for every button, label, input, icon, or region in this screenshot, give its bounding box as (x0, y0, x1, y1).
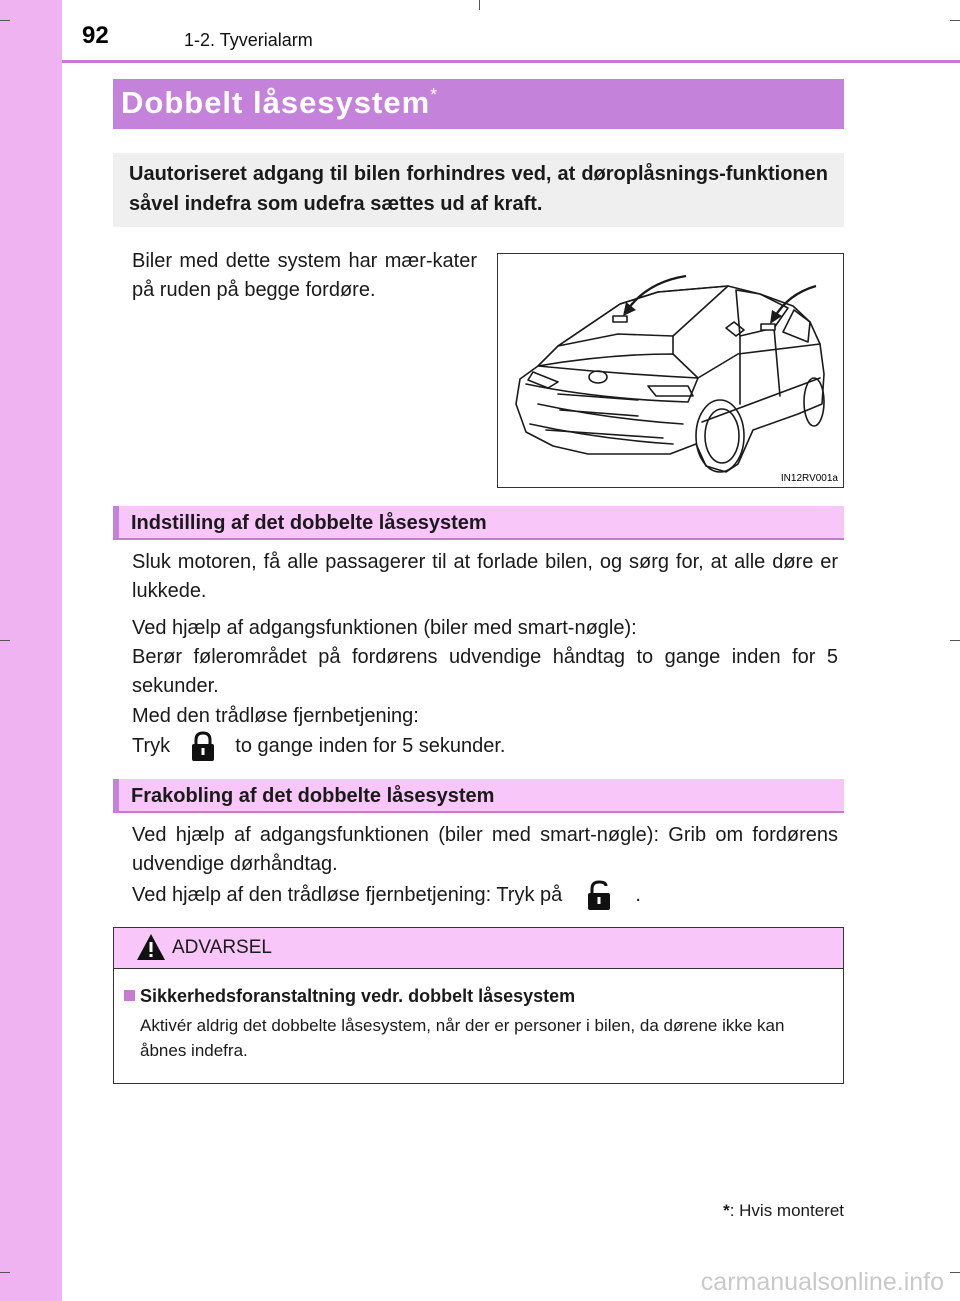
unlock-icon (586, 880, 612, 912)
intro-box (113, 153, 844, 227)
warning-box (113, 927, 844, 1084)
intro-text: Uautoriseret adgang til bilen forhindres ved, at døroplåsnings-funktionen såvel indefra som udefra sættes ud af kraft. (129, 163, 828, 215)
car-drawing (498, 254, 843, 487)
figure-note: Biler med dette system har mær-kater på ruden på begge fordøre. (132, 250, 477, 301)
release-remote-period: . (635, 884, 641, 906)
setting-heading-box (113, 506, 844, 540)
setting-remote-line: Med den trådløse fjernbetjening: (132, 705, 419, 727)
page-number: 92 (82, 22, 109, 49)
release-remote-text: Ved hjælp af den trådløse fjernbetjening: Tryk på (132, 884, 563, 906)
release-paragraph: Ved hjælp af adgangsfunktionen (biler med smart-nøgle): Grib om fordørens udvendige dørhåndtag. (132, 824, 838, 875)
crop-mark (950, 20, 960, 21)
crop-mark (0, 1272, 10, 1273)
footnote-marker: * (723, 1201, 730, 1220)
page-title: Dobbelt låsesystem (121, 85, 431, 120)
crop-mark (479, 0, 480, 10)
release-heading: Frakobling af det dobbelte låsesystem (131, 785, 495, 807)
release-heading-box (113, 779, 844, 813)
footnote-text: : Hvis monteret (729, 1201, 844, 1220)
heading-accent-bar (113, 779, 119, 811)
press-before-text: Tryk (132, 735, 171, 757)
lock-icon (190, 731, 216, 763)
setting-heading: Indstilling af det dobbelte låsesystem (131, 512, 487, 534)
car-illustration (497, 253, 844, 488)
figure-code: IN12RV001a (780, 473, 838, 484)
setting-press-line (132, 727, 838, 765)
watermark: carmanualsonline.info (700, 1268, 944, 1296)
crop-mark (0, 640, 10, 641)
heading-accent-bar (113, 506, 119, 538)
warning-icon (136, 933, 166, 961)
warning-label: ADVARSEL (172, 937, 272, 958)
warning-item-title-text: Sikkerhedsforanstaltning vedr. dobbelt låsesystem (140, 986, 576, 1006)
crop-mark (0, 20, 10, 21)
press-after-text: to gange inden for 5 sekunder. (235, 735, 506, 757)
footnote (723, 1201, 844, 1221)
crop-mark (950, 1272, 960, 1273)
setting-touch-line: Berør følerområdet på fordørens udvendige håndtag to gange inden for 5 sekunder. (132, 646, 838, 697)
release-remote-line (132, 876, 838, 914)
bullet-square-icon (124, 990, 135, 1001)
title-banner (113, 79, 844, 129)
page-side-band (0, 0, 62, 1301)
title-footnote-marker: * (430, 85, 438, 105)
setting-paragraph: Sluk motoren, få alle passagerer til at forlade bilen, og sørg for, at alle døre er lukkede. (132, 551, 838, 602)
header-rule (62, 60, 960, 63)
setting-smart-key-line: Ved hjælp af adgangsfunktionen (biler med smart-nøgle): (132, 617, 637, 639)
crop-mark (950, 640, 960, 641)
section-reference: 1-2. Tyverialarm (184, 30, 313, 50)
warning-item-text: Aktivér aldrig det dobbelte låsesystem, når der er personer i bilen, da dørene ikke kan åbnes indefra. (140, 1016, 785, 1060)
warning-item-title (124, 986, 575, 1007)
warning-header (114, 928, 843, 969)
